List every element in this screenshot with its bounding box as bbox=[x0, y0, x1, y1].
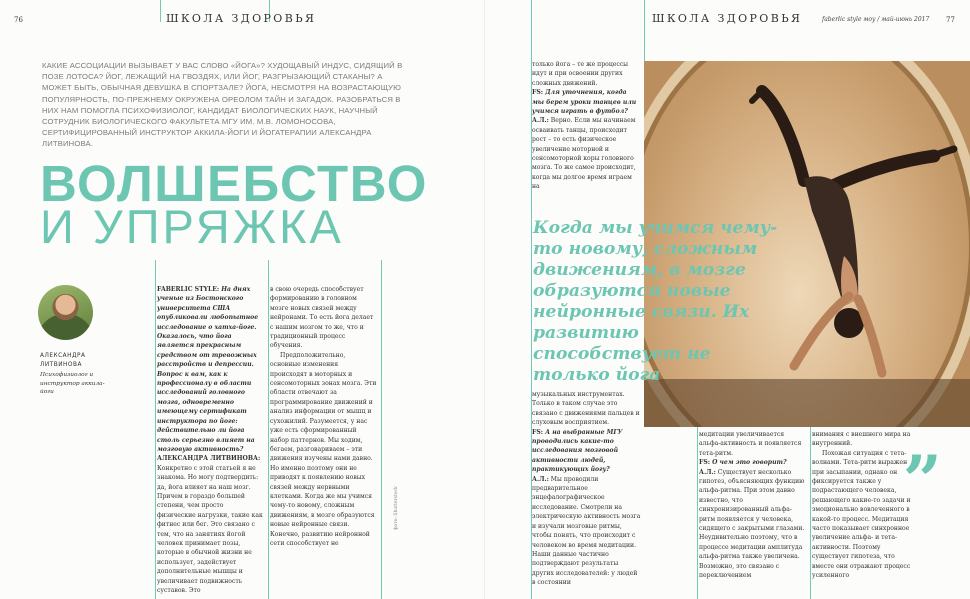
photo-credit: фото: Shutterstock bbox=[394, 486, 399, 530]
rule-line bbox=[268, 260, 269, 599]
left-page-number: 76 bbox=[14, 16, 23, 24]
question-paragraph bbox=[532, 428, 642, 475]
body-paragraph: Предположительно, основные изменения происходят в моторных и сенсомоторных зонах мозга. Эти области отвечают за программирование движений и анализ информации от мышц и сухожилий. Разумеется, у нас уже есть сформированный набор паттернов. Мы ходим, бегаем, разговариваем – эти движения изучены нами давно. Но именно поэтому они не приводят к появлению новых связей между нервными клетками. Когда же мы учимся чему-то новому, сложным движениям, в мозге образуются новые нейронные связи. Конечно, развитию нейронной сети способствует не bbox=[270, 351, 377, 547]
question-paragraph bbox=[157, 285, 264, 454]
question-label: FS: bbox=[699, 459, 710, 467]
question-label: FS: bbox=[532, 428, 543, 436]
answer-label: АЛЕКСАНДРА ЛИТВИНОВА: bbox=[157, 455, 261, 463]
right-page-number: 77 bbox=[946, 16, 955, 24]
rule-line bbox=[160, 0, 161, 22]
rule-line bbox=[697, 427, 698, 599]
pull-quote: Когда мы учимся чему-то новому, сложным движениям, в мозге образуются новые нейронные связи. Их развитию способствует не только йога bbox=[533, 218, 778, 385]
answer-text: Существует несколько гипотез, объясняющих функцию альфа-ритма. При этом давно известно, что синхронизированный альфа-ритм появляется у человека, сидящего с закрытыми глазами. Неудивительно поэтому, что в процессе медитации амплитуда альфа-ритма также увеличена. Возможно, это связано с переключением bbox=[699, 468, 805, 580]
answer-paragraph bbox=[157, 454, 264, 595]
answer-label: А.Л.: bbox=[532, 475, 549, 483]
text-column-4 bbox=[699, 430, 807, 581]
question-label: FS: bbox=[532, 89, 543, 97]
text-column-1 bbox=[157, 285, 264, 595]
answer-label: А.Л.: bbox=[532, 117, 549, 125]
article-title-line1: ВОЛШЕБСТВО bbox=[40, 155, 428, 212]
right-running-head: ШКОЛА ЗДОРОВЬЯ bbox=[652, 12, 803, 25]
question-label: FABERLIC STYLE: bbox=[157, 286, 220, 293]
body-paragraph: медитации увеличивается альфа-активность и появляется тета-ритм. bbox=[699, 431, 802, 457]
answer-paragraph bbox=[532, 475, 642, 588]
rule-line bbox=[155, 260, 156, 599]
text-column-5 bbox=[812, 430, 912, 581]
answer-paragraph bbox=[532, 116, 640, 191]
page-gutter bbox=[484, 0, 485, 599]
rule-line bbox=[381, 260, 382, 599]
rule-line bbox=[644, 0, 645, 61]
body-paragraph: только йога – те же процессы идут и при освоении других сложных движений. bbox=[532, 61, 629, 87]
quote-mark-icon: „ bbox=[904, 402, 944, 482]
body-paragraph: в свою очередь способствует формированию в головном мозге новых связей между нейронами. То есть йога делает с нашим мозгом то же, что и традиционный процесс обучения. bbox=[270, 286, 374, 350]
text-column-3-bottom bbox=[532, 390, 642, 588]
left-running-head: ШКОЛА ЗДОРОВЬЯ bbox=[166, 12, 317, 25]
answer-label: А.Л.: bbox=[699, 468, 716, 476]
answer-text: Мы проводили предварительное энцефалографическое исследование. Смотрели на электрическую активность мозга и изучали мозговые ритмы, чтобы понять, что происходит с человеком во время медитации. Наши данные частично подтверждают результаты других исследователей: у людей в состоянии bbox=[532, 475, 641, 587]
text-column-3-top bbox=[532, 60, 640, 192]
article-intro: КАКИЕ АССОЦИАЦИИ ВЫЗЫВАЕТ У ВАС СЛОВО «ЙОГА»? ХУДОЩАВЫЙ ИНДУС, СИДЯЩИЙ В ПОЗЕ ЛОТОСА? ЙОГ, ЛЕЖАЩИЙ НА ГВОЗДЯХ, ИЛИ ЙОГ, РАЗГРЫЗАЮЩИЙ СТАКАНЫ? А МОЖЕТ БЫТЬ, ОБЫЧНАЯ ДЕВУШКА В СПОРТЗАЛЕ? ЙОГА, НЕСМОТРЯ НА ВОЗРАСТАЮЩУЮ ПОПУЛЯРНОСТЬ, ПО-ПРЕЖНЕМУ ОКРУЖЕНА ОРЕОЛОМ ТАЙН И ЗАГАДОК. РАЗОБРАТЬСЯ В НИХ НАМ ПОМОГЛА ПСИХОФИЗИОЛОГ, КАНДИДАТ БИОЛОГИЧЕСКИХ НАУК, НАУЧНЫЙ СОТРУДНИК БИОЛОГИЧЕСКОГО ФАКУЛЬТЕТА МГУ ИМ. М.В. ЛОМОНОСОВА, СЕРТИФИЦИРОВАННЫЙ ИНСТРУКТОР АККИЛА-ЙОГИ И ЙОГАТЕРАПИИ АЛЕКСАНДРА ЛИТВИНОВА. bbox=[42, 61, 403, 149]
text-column-2 bbox=[270, 285, 377, 548]
question-paragraph bbox=[532, 88, 640, 116]
article-title-line2: И УПРЯЖКА bbox=[40, 200, 344, 253]
author-name: АЛЕКСАНДРА ЛИТВИНОВА bbox=[40, 353, 86, 368]
author-avatar bbox=[38, 285, 93, 340]
question-text: О чем это говорит? bbox=[709, 459, 787, 467]
author-role: Психофизиолог и инструктор аккила-йоги bbox=[40, 372, 105, 395]
question-text: На днях ученые из Бостонского университета США опубликовали любопытное исследование о хатха-йоге. Оказалось, что йога является прекрасным средством от тревожных расстройств и депрессии. Вопрос к вам, как к профессионалу в области исследований головного мозга, одновременно имеющему сертификат инструктора по йоге: действительно ли йога столь серьезно влияет на мозговую активность? bbox=[157, 286, 259, 453]
question-text: А на выбранные МГУ проводились какие-то исследования мозговой активности людей, практикующих йогу? bbox=[532, 428, 623, 474]
answer-text: Верно. Если мы начинаем осваивать танцы, происходит рост – то есть физическое увеличение моторной и сенсомоторной коры головного мозга. То же самое происходит, когда мы долгое время играем на bbox=[532, 117, 636, 191]
answer-paragraph bbox=[699, 468, 807, 581]
rule-line bbox=[810, 427, 811, 599]
body-paragraph: музыкальных инструментах. Только в таком случае это связано с движениями пальцев и слуховым восприятием. bbox=[532, 391, 640, 427]
question-text: Для уточнения, когда мы берем уроки танцев или учимся играть в футбол? bbox=[532, 89, 637, 116]
question-paragraph bbox=[699, 458, 807, 467]
body-paragraph: внимания с внешнего мира на внутренний. bbox=[812, 431, 911, 448]
answer-text: Конкретно с этой статьей я не знакома. Но могу подтвердить: да, йога влияет на наш мозг. Причем в гораздо большей степени, чем просто физические нагрузки, такие как фитнес или бег. Это связано с тем, что на занятиях йогой человек принимает позы, которые в обычной жизни не использует, задействует дополнительные мышцы и увеличивает подвижность суставов. Это bbox=[157, 464, 263, 594]
issue-info: faberlic style моу / май-июнь 2017 bbox=[822, 16, 930, 23]
body-paragraph: Похожая ситуация с тета-волнами. Тета-ритм выражен при засыпании, однако он фиксируется также у подрастающего человека, решающего какие-то задачи и эмоционально вовлеченного в какой-то процесс. Медитация часто показывает синхронное увеличение альфа- и тета-активности. Поэтому существует гипотеза, что вместе они отражают процесс усиленного bbox=[812, 449, 911, 580]
